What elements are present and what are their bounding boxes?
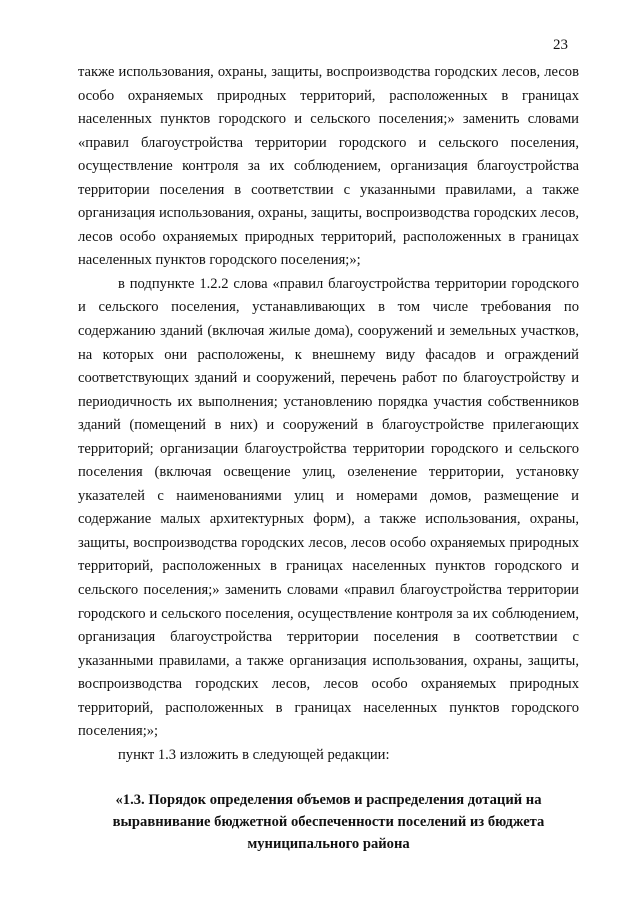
paragraph-continuation: также использования, охраны, защиты, воспроизводства городских лесов, лесов особо охраняемых природных территорий, расположенных в границах населенных пунктов городского и сельского поселения;» заменить словами «правил благоустройства территории городского и сельского поселения, осуществление контроля за их соблюдением, организация благоустройства территории поселения в соответствии с указанными правилами, а также организация использования, охраны, защиты, воспроизводства городских лесов, лесов особо охраняемых природных территорий, расположенных в границах населенных пунктов городского поселения;»; bbox=[78, 64, 579, 269]
paragraph-subclause-1-2-2: в подпункте 1.2.2 слова «правил благоустройства территории городского и сельского поселения, устанавливающих в том числе требования по содержанию зданий (включая жилые дома), сооружений и земельных участков, на которых они расположены, к внешнему виду фасадов и ограждений соответствующих зданий и сооружений, перечень работ по благоустройству и периодичность их выполнения; установлению порядка участия собственников зданий (помещений в них) и сооружений в благоустройстве прилегающих территорий; организации благоустройства территории городского и сельского поселения (включая освещение улиц, озеленение территории, установку указателей с наименованиями улиц и номерами домов, размещение и содержание малых архитектурных форм), а также использования, охраны, защиты, воспроизводства городских лесов, лесов особо охраняемых природных территорий, расположенных в границах населенных пунктов городского и сельского поселения;» заменить словами «правил благоустройства территории городского и сельского поселения, осуществление контроля за их соблюдением, организация благоустройства территории поселения в соответствии с указанными правилами, а также организация использования, охраны, защиты, воспроизводства городских лесов, лесов особо охраняемых природных территорий, расположенных в границах населенных пунктов городского поселения;»; bbox=[78, 275, 579, 740]
section-heading: «1.3. Порядок определения объемов и распределения дотаций на выравнивание бюджетной обеспеченности поселений из бюджета муниципального района bbox=[112, 792, 545, 852]
paragraph-clause-1-3-intro: пункт 1.3 изложить в следующей редакции: bbox=[118, 746, 390, 763]
document-body bbox=[78, 61, 579, 767]
page-number: 23 bbox=[553, 37, 568, 53]
